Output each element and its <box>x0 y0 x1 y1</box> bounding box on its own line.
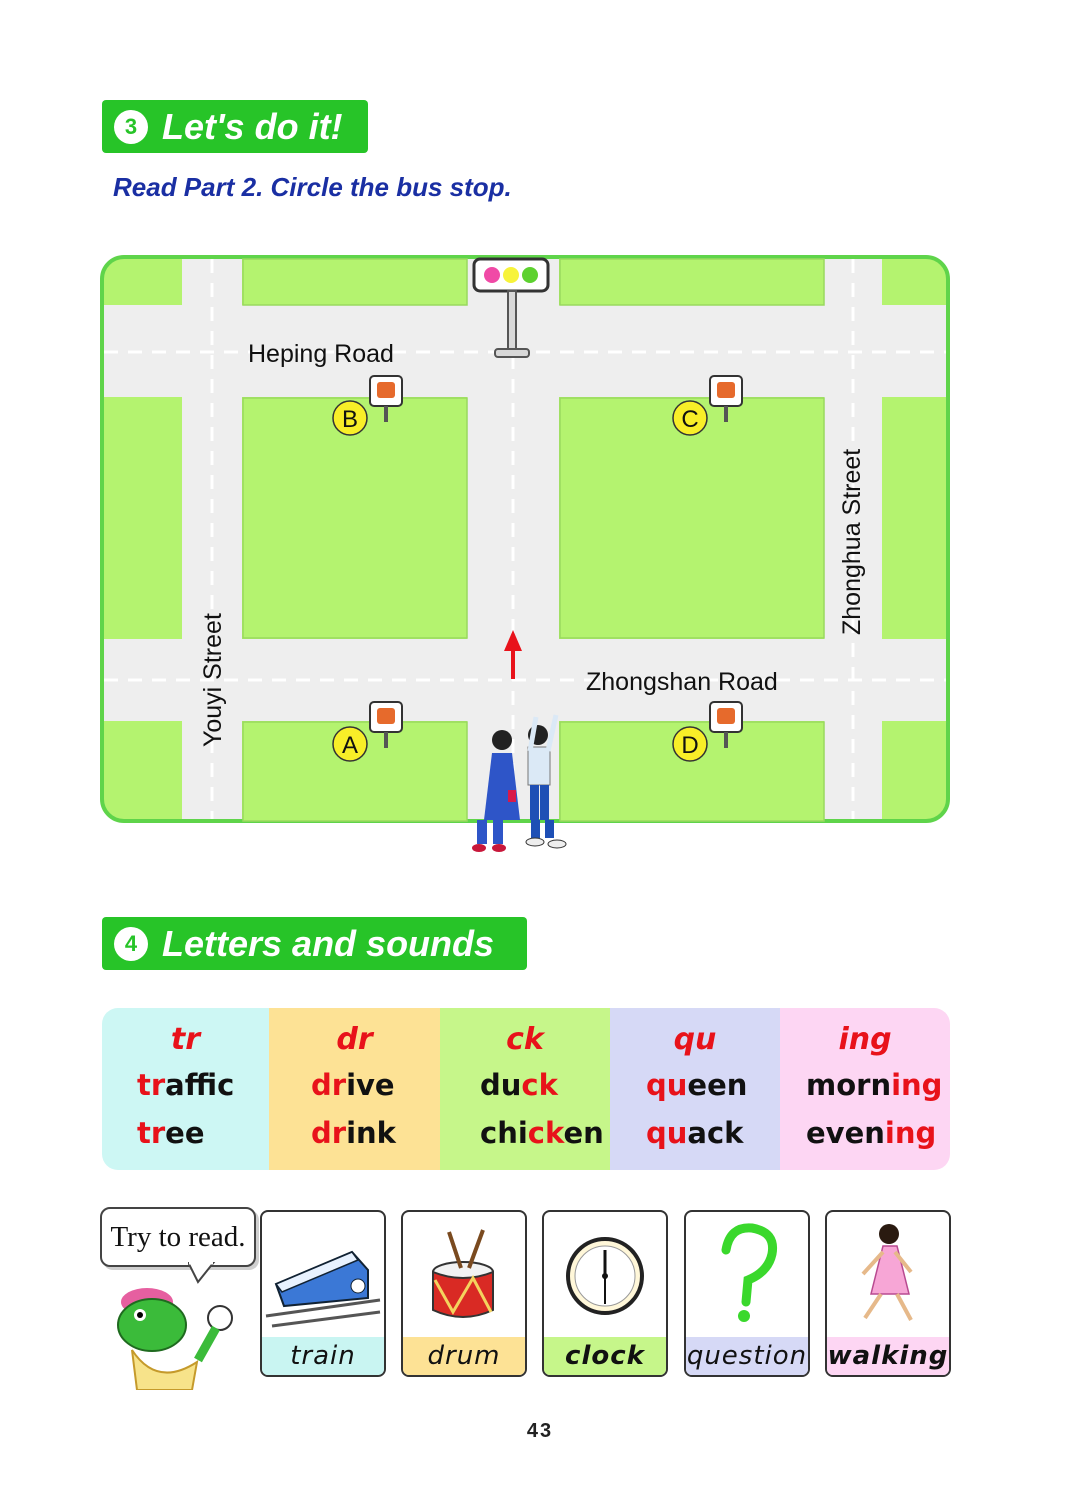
sound-heading: qu <box>673 1022 717 1057</box>
example-word: evening <box>806 1116 937 1150</box>
sound-column-ing <box>780 1008 950 1170</box>
card-word: train <box>262 1337 384 1375</box>
crocodile-mascot-icon <box>102 1270 252 1390</box>
stop-letter-c: C <box>681 406 699 433</box>
youyi-street-label: Youyi Street <box>199 613 227 747</box>
sound-heading: tr <box>170 1022 201 1057</box>
sound-column-tr <box>102 1008 269 1170</box>
stop-letter-a: A <box>341 732 359 759</box>
card-walking <box>825 1210 951 1377</box>
section-number: 4 <box>114 927 148 961</box>
section-number: 3 <box>114 110 148 144</box>
card-word: drum <box>403 1337 525 1375</box>
card-word: clock <box>544 1337 666 1375</box>
example-word: queen <box>646 1068 748 1102</box>
stop-letter-d: D <box>681 732 699 759</box>
example-word: tree <box>137 1116 205 1150</box>
sound-heading: dr <box>336 1022 373 1057</box>
speech-bubble: Try to read. <box>100 1207 256 1267</box>
train-icon <box>262 1212 384 1336</box>
card-train <box>260 1210 386 1377</box>
example-word: drive <box>311 1068 395 1102</box>
stop-letter-b: B <box>341 406 359 433</box>
page-number: 43 <box>526 1420 554 1442</box>
example-word: traffic <box>137 1068 235 1102</box>
card-drum <box>401 1210 527 1377</box>
question-mark-icon <box>686 1212 808 1336</box>
instruction-text: Read Part 2. Circle the bus stop. <box>113 172 512 202</box>
card-clock <box>542 1210 668 1377</box>
heping-road-label: Heping Road <box>248 340 394 368</box>
section-title: Let's do it! <box>162 105 343 147</box>
section-3-header <box>102 100 368 153</box>
sound-heading: ck <box>506 1022 544 1057</box>
sound-column-dr <box>269 1008 440 1170</box>
example-word: drink <box>311 1116 396 1150</box>
walking-girl-icon <box>827 1212 949 1336</box>
card-question <box>684 1210 810 1377</box>
card-word: walking <box>827 1337 949 1375</box>
zhongshan-road-label: Zhongshan Road <box>586 668 778 696</box>
example-word: duck <box>480 1068 558 1102</box>
example-word: quack <box>646 1116 744 1150</box>
section-title: Letters and sounds <box>162 922 495 964</box>
example-word: morning <box>806 1068 943 1102</box>
sound-column-qu <box>610 1008 780 1170</box>
street-map <box>100 255 950 823</box>
drum-icon <box>403 1212 525 1336</box>
sound-column-ck <box>440 1008 610 1170</box>
section-4-header <box>102 917 527 970</box>
children-feet-icon <box>465 820 575 860</box>
letters-sounds-table <box>102 1008 950 1170</box>
sound-heading: ing <box>838 1022 892 1057</box>
card-word: question <box>686 1337 808 1375</box>
example-word: chicken <box>480 1116 604 1150</box>
zhonghua-street-label: Zhonghua Street <box>838 448 866 635</box>
clock-icon <box>544 1212 666 1336</box>
